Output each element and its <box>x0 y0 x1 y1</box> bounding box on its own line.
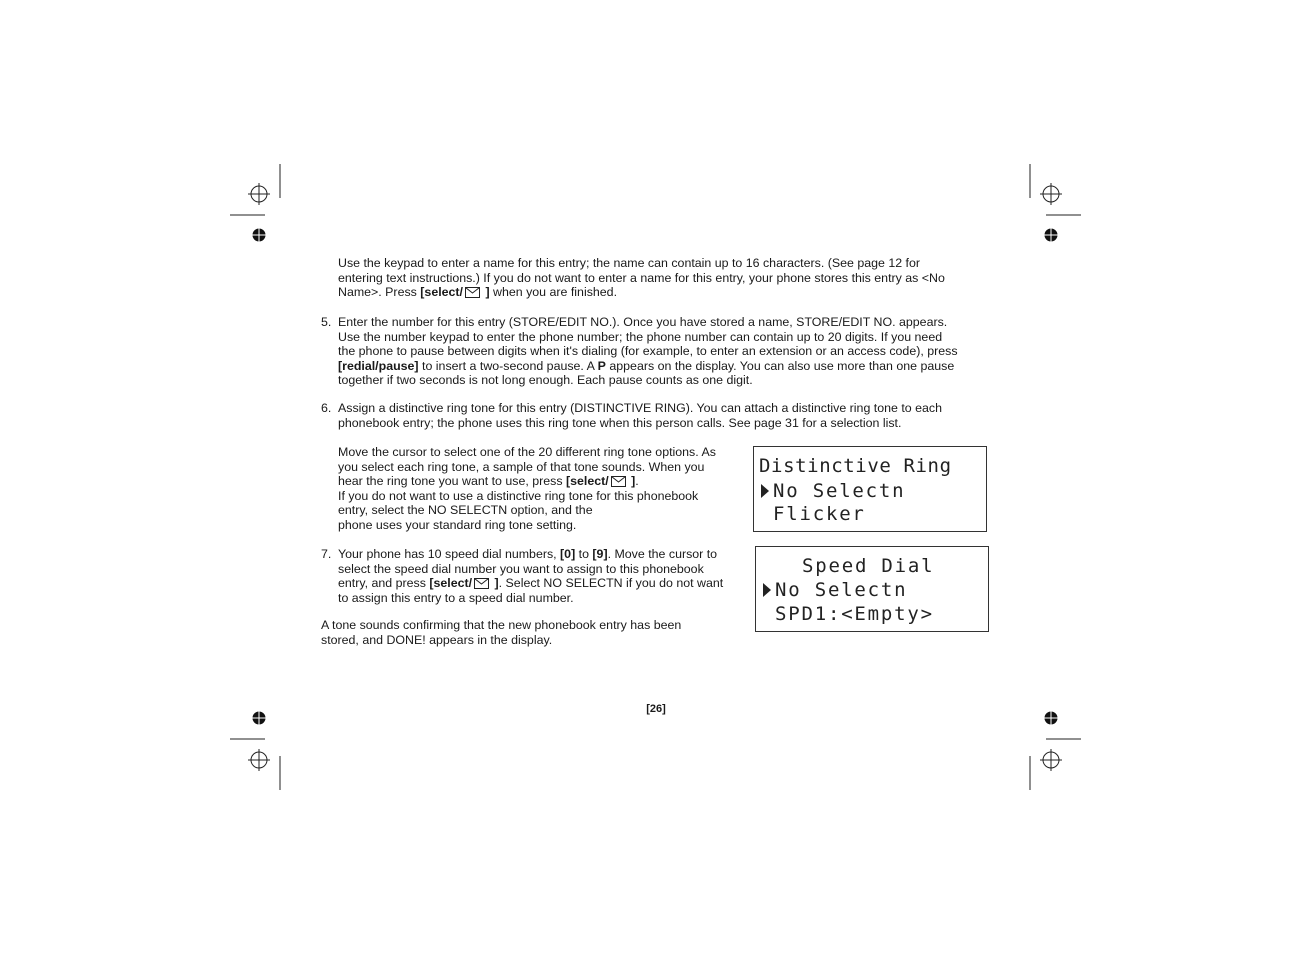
key-0: [0] <box>560 547 576 561</box>
step-line <box>338 359 1001 374</box>
detail-line <box>338 474 748 489</box>
step-text: appears on the display. You can also use more than one pause <box>605 358 955 373</box>
envelope-icon <box>611 476 626 487</box>
step-line: select the speed dial number you want to assign to this phonebook <box>338 561 704 576</box>
lcd-line: Speed Dial <box>802 555 935 577</box>
lcd-line <box>763 578 907 602</box>
lcd-text: No Selectn <box>773 480 906 502</box>
step-line: Assign a distinctive ring tone for this entry (DISTINCTIVE RING). You can attach a distinctive ring tone to each <box>338 401 942 415</box>
lcd-speed-dial <box>755 546 989 632</box>
select-key-label <box>420 285 489 299</box>
detail-line: phone uses your standard ring tone setting. <box>338 517 577 532</box>
step-line: Use the number keypad to enter the phone number; the phone number can contain up to 20 digits. If you need <box>338 329 943 344</box>
cursor-arrow-icon <box>763 583 771 597</box>
step-text: to <box>575 547 593 561</box>
select-key-text: [select/ <box>420 285 463 300</box>
step-line: to assign this entry to a speed dial number. <box>338 590 574 605</box>
intro-line <box>338 285 998 300</box>
step-7 <box>321 547 751 605</box>
step-line <box>338 576 751 591</box>
step-number: 7. <box>321 547 332 561</box>
pause-symbol: P <box>597 358 606 373</box>
detail-text: . <box>635 474 639 489</box>
step-line: together if two seconds is not long enough. Each pause counts as one digit. <box>338 373 753 388</box>
lcd-line: SPD1:<Empty> <box>775 603 934 625</box>
page-number: [26] <box>646 703 666 715</box>
step-line: Enter the number for this entry (STORE/EDIT NO.). Once you have stored a name, STORE/EDIT NO. appears. <box>338 315 948 329</box>
detail-line: you select each ring tone, a sample of that tone sounds. When you <box>338 459 705 474</box>
step-line: the phone to pause between digits when it's dialing (for example, to enter an extension or an access code), press <box>338 344 958 359</box>
step-text: Your phone has 10 speed dial numbers, <box>338 547 561 561</box>
detail-line: Move the cursor to select one of the 20 different ring tone options. As <box>338 445 716 459</box>
lcd-line: Distinctive Ring <box>759 455 952 477</box>
envelope-icon <box>474 578 489 589</box>
closing-line: stored, and DONE! appears in the display. <box>321 632 553 647</box>
select-key-label <box>566 474 635 488</box>
cursor-arrow-icon <box>761 484 769 498</box>
lcd-text: No Selectn <box>775 579 908 601</box>
lcd-distinctive-ring <box>753 446 987 532</box>
step-text: to insert a two-second pause. A <box>418 358 598 373</box>
step-number: 5. <box>321 315 332 329</box>
intro-line: Use the keypad to enter a name for this entry; the name can contain up to 16 characters. (See page 12 for <box>338 256 921 270</box>
select-key-text: [select/ <box>566 474 609 489</box>
lcd-line: Flicker <box>773 503 866 525</box>
lcd-line <box>761 479 905 503</box>
select-key-text: [select/ <box>429 576 473 591</box>
step-line <box>338 547 751 562</box>
detail-line: entry, select the NO SELECTN option, and the <box>338 503 593 518</box>
step-text: entry, and press <box>338 576 430 591</box>
step-text: . Select NO SELECTN if you do not want <box>498 576 724 591</box>
envelope-icon <box>465 287 480 298</box>
intro-text: when you are finished. <box>489 285 618 300</box>
select-key-label <box>429 576 498 590</box>
closing-paragraph <box>321 618 751 647</box>
key-9: [9] <box>592 547 608 561</box>
intro-paragraph <box>338 256 998 300</box>
step-text: . Move the cursor to <box>607 547 718 561</box>
step-5 <box>321 315 1001 388</box>
select-key-end: ] <box>491 576 499 591</box>
step-6-detail <box>338 445 748 533</box>
detail-text: hear the ring tone you want to use, press <box>338 474 566 489</box>
select-key-end: ] <box>482 285 490 300</box>
detail-line: If you do not want to use a distinctive ring tone for this phonebook <box>338 488 699 503</box>
step-line: phonebook entry; the phone uses this ring tone when this person calls. See page 31 for a selection list. <box>338 415 902 430</box>
step-number: 6. <box>321 401 332 415</box>
intro-text: Name>. Press <box>338 285 421 300</box>
select-key-end: ] <box>627 474 636 489</box>
step-6 <box>321 401 1001 430</box>
intro-line: entering text instructions.) If you do not want to enter a name for this entry, your phone stores this entry as <No <box>338 270 945 285</box>
redial-pause-key: [redial/pause] <box>338 358 419 373</box>
closing-line: A tone sounds confirming that the new phonebook entry has been <box>321 618 682 632</box>
